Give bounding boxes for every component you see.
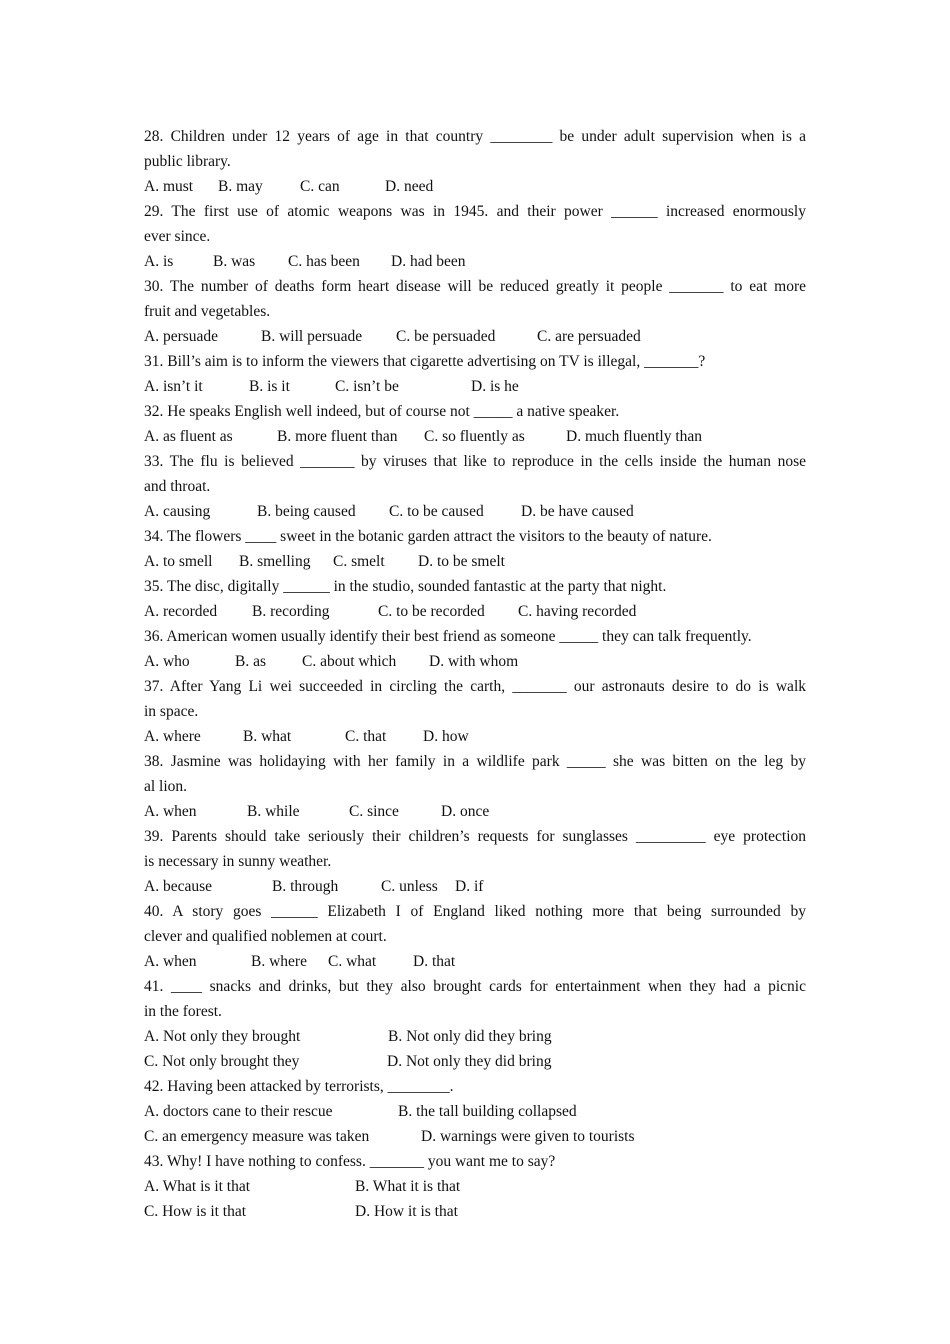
question xyxy=(144,824,806,899)
answer-option[interactable]: A. where xyxy=(144,728,201,745)
question xyxy=(144,574,806,624)
answer-option[interactable]: C. that xyxy=(345,728,387,745)
options-row xyxy=(144,799,806,824)
question-stem xyxy=(144,1149,806,1174)
question-stem-line1: 43. Why! I have nothing to confess. _______ you want me to say? xyxy=(144,1153,556,1170)
options-row xyxy=(144,424,806,449)
options-row xyxy=(144,1049,806,1074)
answer-option[interactable]: A. who xyxy=(144,653,190,670)
question-stem-line1: 31. Bill’s aim is to inform the viewers that cigarette advertising on TV is illegal, _______? xyxy=(144,353,706,370)
answer-option[interactable]: B. recording xyxy=(252,603,330,620)
question xyxy=(144,449,806,524)
answer-option[interactable]: C. Not only brought they xyxy=(144,1053,300,1070)
question xyxy=(144,349,806,399)
question-stem xyxy=(144,824,806,849)
question xyxy=(144,124,806,199)
question-stem xyxy=(144,449,806,474)
answer-option[interactable]: C. smelt xyxy=(333,553,385,570)
answer-option[interactable]: D. once xyxy=(441,803,490,820)
answer-option[interactable]: C. can xyxy=(300,178,340,195)
question-stem xyxy=(144,749,806,774)
answer-option[interactable]: A. isn’t it xyxy=(144,378,203,395)
answer-option[interactable]: B. the tall building collapsed xyxy=(398,1103,577,1120)
options-row xyxy=(144,1099,806,1124)
question-stem xyxy=(144,674,806,699)
question-stem-line1: 40. A story goes ______ Elizabeth I of England liked nothing more that being surrounded by xyxy=(144,903,806,920)
answer-option[interactable]: D. how xyxy=(423,728,469,745)
answer-option[interactable]: C. since xyxy=(349,803,399,820)
question-stem-line2: al lion. xyxy=(144,778,188,795)
question-stem-line1: 37. After Yang Li wei succeeded in circling the carth, _______ our astronauts desire to do is walk xyxy=(144,678,806,695)
answer-option[interactable]: B. being caused xyxy=(257,503,356,520)
options-row xyxy=(144,724,806,749)
question xyxy=(144,274,806,349)
answer-option[interactable]: C. an emergency measure was taken xyxy=(144,1128,370,1145)
question-stem-line2: clever and qualified noblemen at court. xyxy=(144,928,387,945)
answer-option[interactable]: A. must xyxy=(144,178,194,195)
options-row xyxy=(144,174,806,199)
options-row xyxy=(144,874,806,899)
question-stem xyxy=(144,524,806,549)
answer-option[interactable]: A. doctors cane to their rescue xyxy=(144,1103,333,1120)
options-row xyxy=(144,499,806,524)
answer-option[interactable]: C. to be caused xyxy=(389,503,484,520)
answer-option[interactable]: D. had been xyxy=(391,253,466,270)
answer-option[interactable]: C. are persuaded xyxy=(537,328,641,345)
question xyxy=(144,624,806,674)
answer-option[interactable]: B. smelling xyxy=(239,553,311,570)
question-stem xyxy=(144,399,806,424)
answer-option[interactable]: C. unless xyxy=(381,878,438,895)
question-stem-line2: public library. xyxy=(144,153,231,170)
answer-option[interactable]: D. with whom xyxy=(429,653,519,670)
answer-option[interactable]: A. because xyxy=(144,878,212,895)
answer-option[interactable]: D. if xyxy=(455,878,484,895)
question xyxy=(144,1149,806,1224)
answer-option[interactable]: A. when xyxy=(144,803,197,820)
answer-option[interactable]: B. is it xyxy=(249,378,290,395)
question-stem xyxy=(144,274,806,299)
answer-option[interactable]: C. isn’t be xyxy=(335,378,399,395)
question xyxy=(144,524,806,574)
question-stem-line1: 38. Jasmine was holidaying with her family in a wildlife park _____ she was bitten on the leg by xyxy=(144,753,806,770)
question-stem xyxy=(144,349,806,374)
question-stem-line1: 41. ____ snacks and drinks, but they also brought cards for entertainment when they had a picnic xyxy=(144,978,806,995)
options-row xyxy=(144,374,806,399)
question-stem-line1: 30. The number of deaths form heart disease will be reduced greatly it people _______ to eat more xyxy=(144,278,806,295)
options-row xyxy=(144,649,806,674)
answer-option[interactable]: A. when xyxy=(144,953,197,970)
answer-option[interactable]: A. persuade xyxy=(144,328,219,345)
answer-option[interactable]: A. as fluent as xyxy=(144,428,233,445)
answer-option[interactable]: D. warnings were given to tourists xyxy=(421,1128,635,1145)
question-stem-line1: 28. Children under 12 years of age in that country ________ be under adult supervision when is a xyxy=(144,128,806,145)
question-stem xyxy=(144,124,806,149)
question-stem-line2: in space. xyxy=(144,703,199,720)
answer-option[interactable]: A. causing xyxy=(144,503,211,520)
answer-option[interactable]: B. through xyxy=(272,878,339,895)
question-stem-line1: 34. The flowers ____ sweet in the botanic garden attract the visitors to the beauty of nature. xyxy=(144,528,712,545)
question-stem-line1: 29. The first use of atomic weapons was in 1945. and their power ______ increased enormously xyxy=(144,203,806,220)
question-stem xyxy=(144,574,806,599)
answer-option[interactable]: A. recorded xyxy=(144,603,218,620)
answer-option[interactable]: B. while xyxy=(247,803,300,820)
question-stem xyxy=(144,624,806,649)
answer-option[interactable]: C. about which xyxy=(302,653,397,670)
question-stem-line1: 36. American women usually identify their best friend as someone _____ they can talk frequently. xyxy=(144,628,752,645)
answer-option[interactable]: C. to be recorded xyxy=(378,603,485,620)
question xyxy=(144,199,806,274)
question xyxy=(144,1074,806,1149)
question-stem-line1: 39. Parents should take seriously their children’s requests for sunglasses _________ eye protection xyxy=(144,828,806,845)
answer-option[interactable]: A. Not only they brought xyxy=(144,1028,301,1045)
options-row xyxy=(144,1174,806,1199)
question-stem xyxy=(144,974,806,999)
answer-option[interactable]: C. has been xyxy=(288,253,360,270)
question xyxy=(144,674,806,749)
answer-option[interactable]: D. need xyxy=(385,178,434,195)
answer-option[interactable]: A. is xyxy=(144,253,174,270)
options-row xyxy=(144,599,806,624)
question xyxy=(144,974,806,1074)
answer-option[interactable]: B. may xyxy=(218,178,263,195)
question xyxy=(144,399,806,449)
question-stem-line1: 42. Having been attacked by terrorists, ________. xyxy=(144,1078,454,1095)
exam-document xyxy=(144,124,806,1224)
options-row xyxy=(144,549,806,574)
answer-option[interactable]: D. to be smelt xyxy=(418,553,505,570)
answer-option[interactable]: A. What is it that xyxy=(144,1178,251,1195)
options-row xyxy=(144,949,806,974)
answer-option[interactable]: C. so fluently as xyxy=(424,428,525,445)
options-row xyxy=(144,1124,806,1149)
answer-option[interactable]: B. will persuade xyxy=(261,328,363,345)
answer-option[interactable]: D. Not only they did bring xyxy=(387,1053,552,1070)
options-row xyxy=(144,1199,806,1224)
answer-option[interactable]: B. where xyxy=(251,953,307,970)
answer-option[interactable]: B. what xyxy=(243,728,292,745)
question-stem-line2: ever since. xyxy=(144,228,211,245)
question-stem-line1: 32. He speaks English well indeed, but of course not _____ a native speaker. xyxy=(144,403,620,420)
question-stem-line2: in the forest. xyxy=(144,1003,222,1020)
answer-option[interactable]: D. How it is that xyxy=(355,1203,458,1220)
answer-option[interactable]: B. more fluent than xyxy=(277,428,398,445)
answer-option[interactable]: C. having recorded xyxy=(518,603,637,620)
question xyxy=(144,749,806,824)
answer-option[interactable]: D. be have caused xyxy=(521,503,634,520)
answer-option[interactable]: D. that xyxy=(413,953,456,970)
answer-option[interactable]: D. is he xyxy=(471,378,519,395)
answer-option[interactable]: B. Not only did they bring xyxy=(388,1028,552,1045)
answer-option[interactable]: B. as xyxy=(235,653,266,670)
answer-option[interactable]: C. be persuaded xyxy=(396,328,496,345)
answer-option[interactable]: C. what xyxy=(328,953,377,970)
question-stem xyxy=(144,899,806,924)
question-stem-line2: fruit and vegetables. xyxy=(144,303,271,320)
question xyxy=(144,899,806,974)
question-stem xyxy=(144,1074,806,1099)
question-stem xyxy=(144,199,806,224)
question-stem-line1: 33. The flu is believed _______ by viruses that like to reproduce in the cells inside the human nose xyxy=(144,453,806,470)
answer-option[interactable]: C. How is it that xyxy=(144,1203,247,1220)
options-row xyxy=(144,324,806,349)
answer-option[interactable]: D. much fluently than xyxy=(566,428,703,445)
options-row xyxy=(144,249,806,274)
options-row xyxy=(144,1024,806,1049)
question-stem-line2: is necessary in sunny weather. xyxy=(144,853,332,870)
answer-option[interactable]: B. was xyxy=(213,253,256,270)
question-stem-line2: and throat. xyxy=(144,478,211,495)
answer-option[interactable]: B. What it is that xyxy=(355,1178,461,1195)
answer-option[interactable]: A. to smell xyxy=(144,553,213,570)
question-stem-line1: 35. The disc, digitally ______ in the studio, sounded fantastic at the party that night. xyxy=(144,578,667,595)
